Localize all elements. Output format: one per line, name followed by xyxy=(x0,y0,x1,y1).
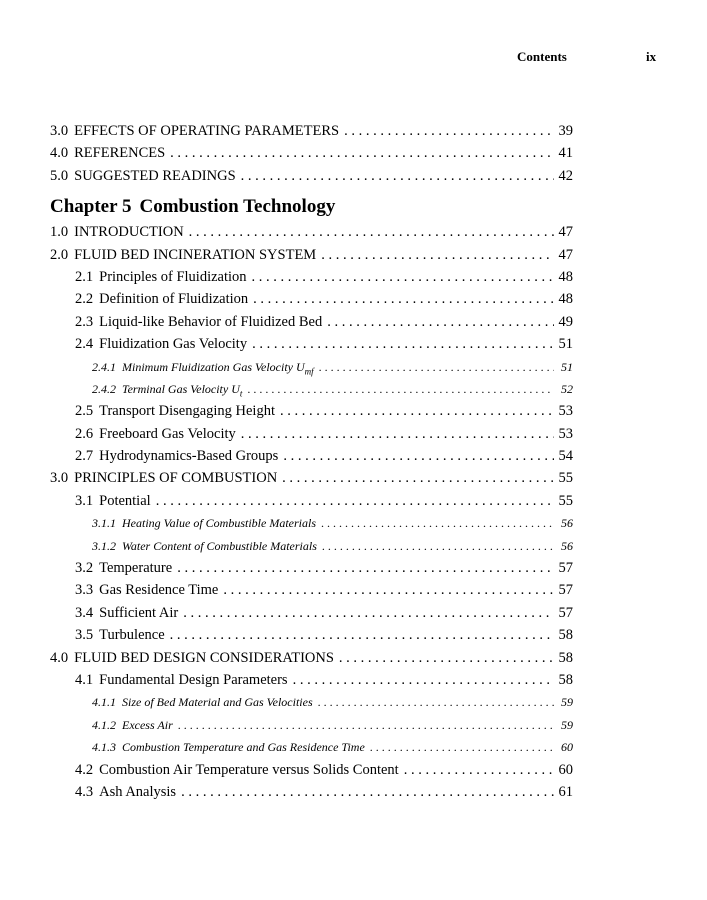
dot-leader xyxy=(183,602,554,624)
dot-leader xyxy=(189,221,554,243)
toc-entry-number: 2.1 xyxy=(75,268,94,285)
toc-entry-number: 4.1.1 xyxy=(92,695,116,710)
toc-entry-title: Ash Analysis xyxy=(99,783,177,800)
running-head-title: Contents xyxy=(517,49,567,64)
dot-leader xyxy=(252,266,554,288)
toc-entry-page: 51 xyxy=(558,336,573,353)
dot-leader xyxy=(252,333,554,355)
toc-entry-page: 53 xyxy=(558,425,573,442)
dot-leader xyxy=(404,759,554,781)
dot-leader xyxy=(241,423,554,445)
toc-entry-title: Transport Disengaging Height xyxy=(99,403,275,420)
chapter-title: Combustion Technology xyxy=(139,196,336,218)
toc-entry-page: 41 xyxy=(558,145,573,162)
toc-entry-title: Hydrodynamics-Based Groups xyxy=(99,448,279,465)
toc-entry-page: 49 xyxy=(558,313,573,330)
toc-entry-title: SUGGESTED READINGS xyxy=(74,167,236,184)
toc-entry[interactable] xyxy=(50,266,573,288)
toc-entry-page: 57 xyxy=(558,604,573,621)
dot-leader xyxy=(177,557,554,579)
toc-entry-page: 61 xyxy=(558,783,573,800)
toc-entry[interactable] xyxy=(50,423,573,445)
toc-entry-title: Liquid-like Behavior of Fluidized Bed xyxy=(99,313,323,330)
toc-entry[interactable] xyxy=(50,244,573,266)
toc-entry-number: 2.4.1 xyxy=(92,359,116,374)
toc-entry-title: Turbulence xyxy=(99,627,165,644)
toc-entry-number: 3.2 xyxy=(75,560,94,577)
toc-entry-title: Temperature xyxy=(99,560,173,577)
toc-entry-title: INTRODUCTION xyxy=(74,224,184,241)
toc-entry[interactable] xyxy=(50,311,573,333)
dot-leader xyxy=(293,669,554,691)
toc-entry-page: 60 xyxy=(561,740,573,755)
toc-entry-number: 2.7 xyxy=(75,448,94,465)
toc-entry[interactable] xyxy=(50,759,573,781)
toc-entry-page: 51 xyxy=(561,359,573,374)
toc-entry[interactable] xyxy=(50,467,573,489)
toc-entry-number: 2.3 xyxy=(75,313,94,330)
toc-entry-number: 3.3 xyxy=(75,582,94,599)
toc-entry-number: 3.0 xyxy=(50,470,69,487)
toc-entry-subscript: mf xyxy=(304,365,314,376)
toc-entry[interactable] xyxy=(50,378,573,400)
toc-entry-title: Principles of Fluidization xyxy=(99,268,247,285)
toc-entry-title: Sufficient Air xyxy=(99,604,179,621)
toc-entry-title: FLUID BED INCINERATION SYSTEM xyxy=(74,246,317,263)
toc-entry-number: 2.2 xyxy=(75,291,94,308)
toc-entry-title: Minimum Fluidization Gas Velocity $U_{mf}$ xyxy=(122,359,314,376)
toc-entry-page: 58 xyxy=(558,671,573,688)
toc-entry-page: 42 xyxy=(558,167,573,184)
dot-leader xyxy=(170,142,554,164)
toc-entry[interactable] xyxy=(50,120,573,142)
toc-entry-page: 54 xyxy=(558,448,573,465)
toc-entry[interactable] xyxy=(50,781,573,803)
toc-entry-title: Fluidization Gas Velocity xyxy=(99,336,248,353)
toc-entry-page: 47 xyxy=(558,246,573,263)
toc-entry-number: 4.1.3 xyxy=(92,740,116,755)
dot-leader xyxy=(321,512,554,534)
dot-leader xyxy=(170,624,554,646)
toc-entry-number: 5.0 xyxy=(50,167,69,184)
toc-entry-title: Gas Residence Time xyxy=(99,582,219,599)
toc-entry[interactable] xyxy=(50,669,573,691)
toc-entry-page: 58 xyxy=(558,627,573,644)
toc-entry[interactable] xyxy=(50,356,573,378)
toc-entry-number: 3.1.1 xyxy=(92,516,116,531)
toc-entry-number: 2.6 xyxy=(75,425,94,442)
toc-entry-number: 3.1.2 xyxy=(92,538,116,553)
toc-entry[interactable] xyxy=(50,647,573,669)
toc-entry-title: PRINCIPLES OF COMBUSTION xyxy=(74,470,278,487)
toc-entry[interactable] xyxy=(50,736,573,758)
table-of-contents xyxy=(50,120,573,803)
toc-entry-number: 4.3 xyxy=(75,783,94,800)
toc-entry-title: Definition of Fluidization xyxy=(99,291,249,308)
toc-entry[interactable] xyxy=(50,579,573,601)
toc-entry-number: 3.5 xyxy=(75,627,94,644)
toc-entry-number: 2.0 xyxy=(50,246,69,263)
toc-entry-subscript: t xyxy=(239,388,243,399)
toc-entry-title: Water Content of Combustible Materials xyxy=(122,538,317,553)
toc-entry-page: 57 xyxy=(558,582,573,599)
toc-entry[interactable] xyxy=(50,221,573,243)
toc-entry-title: Freeboard Gas Velocity xyxy=(99,425,236,442)
dot-leader xyxy=(344,120,554,142)
toc-entry-number: 3.0 xyxy=(50,123,69,139)
toc-entry-page: 53 xyxy=(558,403,573,420)
toc-entry-title: Terminal Gas Velocity $U_t$ xyxy=(122,381,243,399)
dot-leader xyxy=(322,535,554,557)
toc-entry-number: 4.0 xyxy=(50,649,69,666)
toc-entry-number: 4.1 xyxy=(75,671,94,688)
chapter-heading[interactable] xyxy=(50,189,573,225)
dot-leader xyxy=(253,288,554,310)
toc-entry-page: 58 xyxy=(558,649,573,666)
toc-entry-page: 59 xyxy=(561,717,573,732)
toc-entry[interactable] xyxy=(50,445,573,467)
toc-entry-title: Excess Air xyxy=(122,717,173,732)
dot-leader xyxy=(318,691,554,713)
chapter-label: Chapter 5 xyxy=(50,196,132,218)
dot-leader xyxy=(327,311,554,333)
toc-entry-number: 1.0 xyxy=(50,224,69,241)
toc-entry-number: 3.1 xyxy=(75,492,94,509)
toc-entry-title: Heating Value of Combustible Materials xyxy=(122,516,316,531)
toc-entry-title: REFERENCES xyxy=(74,145,166,162)
dot-leader xyxy=(156,490,554,512)
toc-entry-number: 3.4 xyxy=(75,604,94,621)
toc-entry[interactable] xyxy=(50,333,573,355)
toc-entry-page: 60 xyxy=(558,761,573,778)
toc-entry[interactable] xyxy=(50,400,573,422)
dot-leader xyxy=(282,467,554,489)
toc-entry[interactable] xyxy=(50,714,573,736)
toc-entry-title: EFFECTS OF OPERATING PARAMETERS xyxy=(74,123,340,139)
toc-entry[interactable] xyxy=(50,535,573,557)
toc-entry[interactable] xyxy=(50,557,573,579)
toc-entry[interactable] xyxy=(50,288,573,310)
toc-entry-page: 48 xyxy=(558,291,573,308)
dot-leader xyxy=(178,714,554,736)
toc-entry[interactable] xyxy=(50,691,573,713)
toc-entry-title: FLUID BED DESIGN CONSIDERATIONS xyxy=(74,649,334,666)
toc-entry[interactable] xyxy=(50,512,573,534)
toc-entry-page: 55 xyxy=(558,492,573,509)
toc-entry-page: 52 xyxy=(561,381,573,396)
dot-leader xyxy=(241,165,554,187)
toc-entry-number: 2.4.2 xyxy=(92,381,116,396)
toc-section-chapter-5 xyxy=(50,221,573,803)
toc-entry-page: 47 xyxy=(558,224,573,241)
toc-entry-number: 4.2 xyxy=(75,761,94,778)
toc-entry-page: 59 xyxy=(561,695,573,710)
toc-entry-page: 56 xyxy=(561,516,573,531)
toc-entry-page: 39 xyxy=(558,123,573,139)
toc-entry[interactable] xyxy=(50,490,573,512)
dot-leader xyxy=(181,781,554,803)
toc-entry-number: 2.5 xyxy=(75,403,94,420)
dot-leader xyxy=(280,400,554,422)
page-number: ix xyxy=(646,49,657,64)
dot-leader xyxy=(283,445,554,467)
running-head xyxy=(0,49,707,67)
toc-entry-title: Size of Bed Material and Gas Velocities xyxy=(122,695,313,710)
toc-entry[interactable] xyxy=(50,165,573,187)
dot-leader xyxy=(339,647,554,669)
toc-entry-page: 57 xyxy=(558,560,573,577)
toc-entry-title: Combustion Temperature and Gas Residence Time xyxy=(122,740,365,755)
toc-entry-page: 56 xyxy=(561,538,573,553)
toc-entry-number: 4.1.2 xyxy=(92,717,116,732)
dot-leader xyxy=(247,378,554,400)
toc-entry-title: Fundamental Design Parameters xyxy=(99,671,288,688)
dot-leader xyxy=(370,736,554,758)
toc-entry[interactable] xyxy=(50,142,573,164)
toc-entry[interactable] xyxy=(50,602,573,624)
toc-entry-title: Combustion Air Temperature versus Solids Content xyxy=(99,761,399,778)
dot-leader xyxy=(223,579,554,601)
toc-entry[interactable] xyxy=(50,624,573,646)
toc-entry-title: Potential xyxy=(99,492,151,509)
toc-entry-page: 48 xyxy=(558,268,573,285)
dot-leader xyxy=(321,244,554,266)
toc-entry-page: 55 xyxy=(558,470,573,487)
toc-section-previous-chapter xyxy=(50,120,573,187)
dot-leader xyxy=(319,356,554,378)
toc-entry-number: 2.4 xyxy=(75,336,94,353)
toc-entry-number: 4.0 xyxy=(50,145,69,162)
